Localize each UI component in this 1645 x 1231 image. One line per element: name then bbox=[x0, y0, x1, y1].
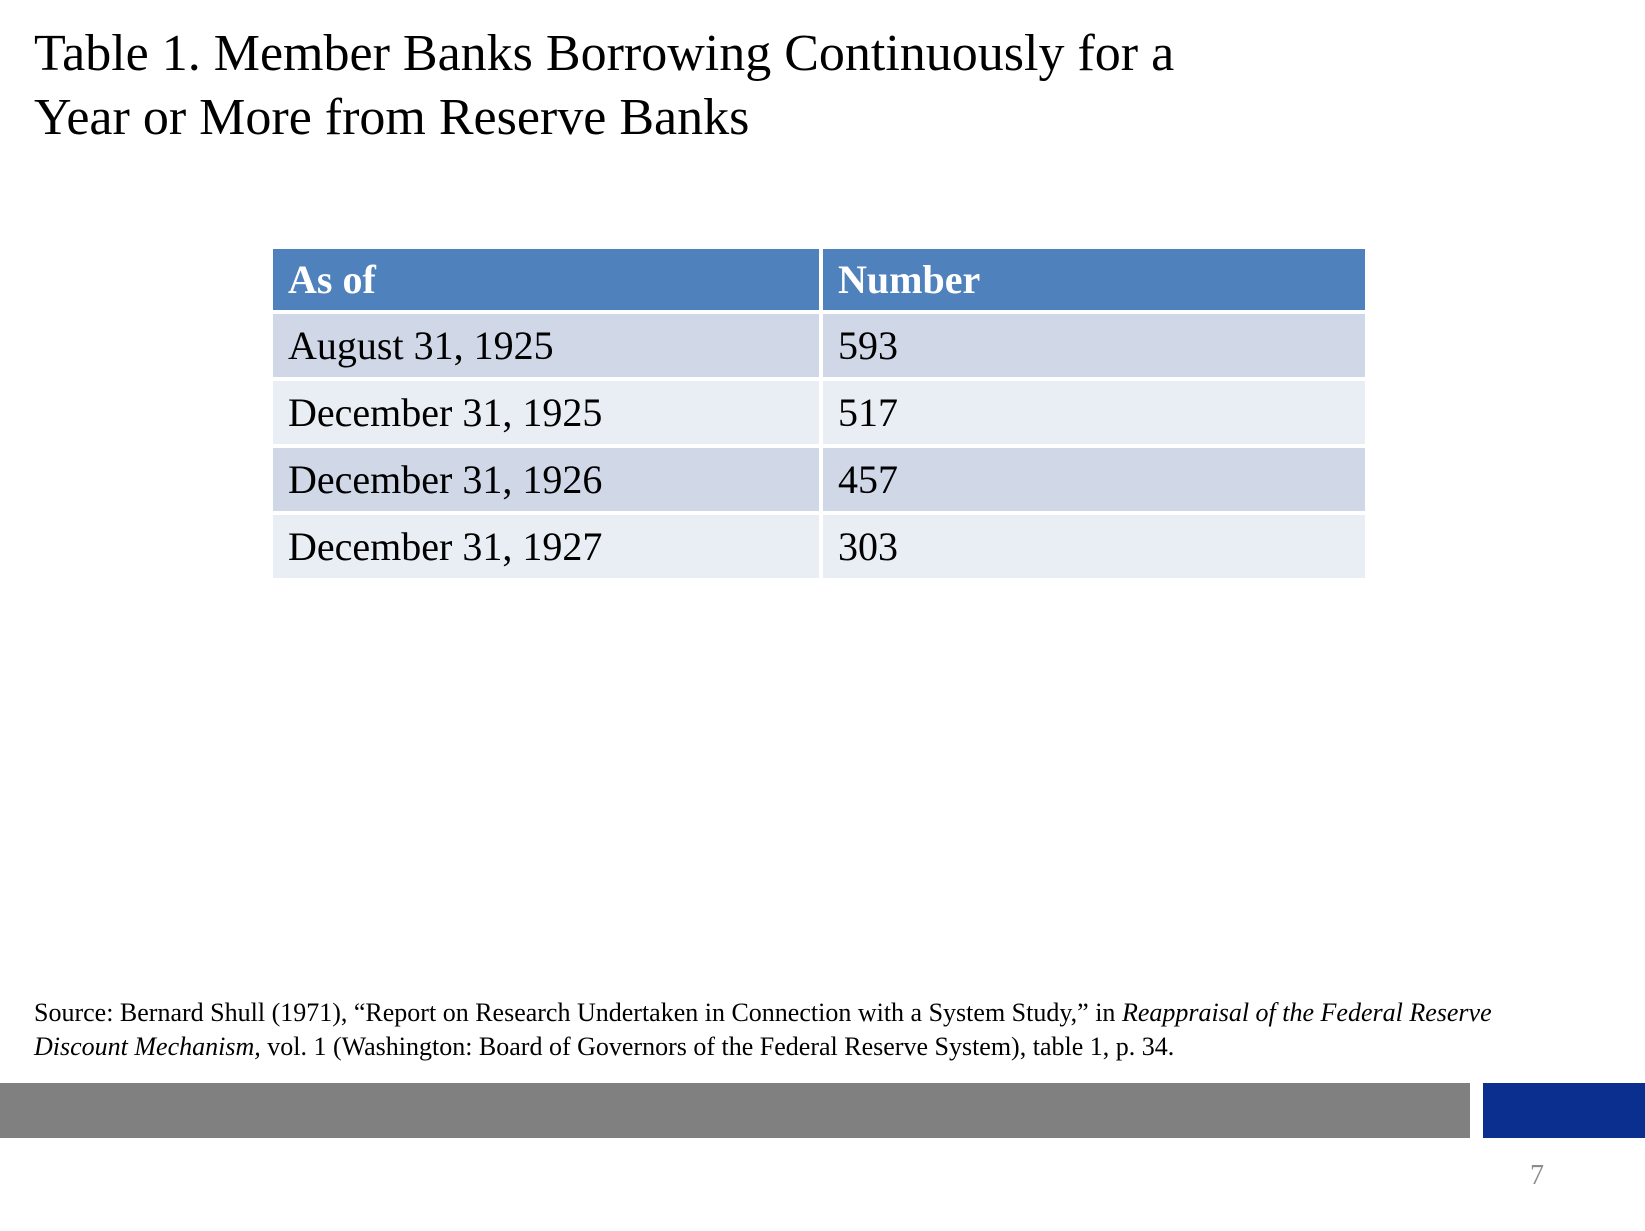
cell-number: 303 bbox=[823, 515, 1365, 578]
footer-bar-gray bbox=[0, 1083, 1470, 1138]
title-line-2: Year or More from Reserve Banks bbox=[34, 89, 750, 146]
cell-date: December 31, 1925 bbox=[273, 381, 819, 444]
cell-date: December 31, 1926 bbox=[273, 448, 819, 511]
cell-number: 517 bbox=[823, 381, 1365, 444]
column-header-as-of: As of bbox=[273, 249, 819, 310]
table-row bbox=[273, 515, 1365, 578]
table-row bbox=[273, 448, 1365, 511]
borrowing-table bbox=[269, 245, 1369, 582]
page-title bbox=[34, 22, 1334, 150]
table-header-row bbox=[273, 249, 1365, 310]
cell-date: December 31, 1927 bbox=[273, 515, 819, 578]
table-row bbox=[273, 314, 1365, 377]
page-number: 7 bbox=[1530, 1160, 1544, 1191]
source-text: Source: Bernard Shull (1971), “Report on Research Undertaken in Connection with a System Study,” in bbox=[34, 998, 1122, 1027]
source-publication-title: Reappraisal of the Federal Reserve Discount Mechanism, bbox=[34, 998, 1492, 1061]
source-details: vol. 1 (Washington: Board of Governors of the Federal Reserve System), table 1, p. 34. bbox=[260, 1032, 1175, 1061]
column-header-number: Number bbox=[823, 249, 1365, 310]
title-line-1: Table 1. Member Banks Borrowing Continuously for a bbox=[34, 25, 1175, 82]
table-row bbox=[273, 381, 1365, 444]
cell-number: 593 bbox=[823, 314, 1365, 377]
footer-bar-blue bbox=[1483, 1083, 1645, 1138]
source-note bbox=[34, 996, 1534, 1064]
cell-date: August 31, 1925 bbox=[273, 314, 819, 377]
cell-number: 457 bbox=[823, 448, 1365, 511]
